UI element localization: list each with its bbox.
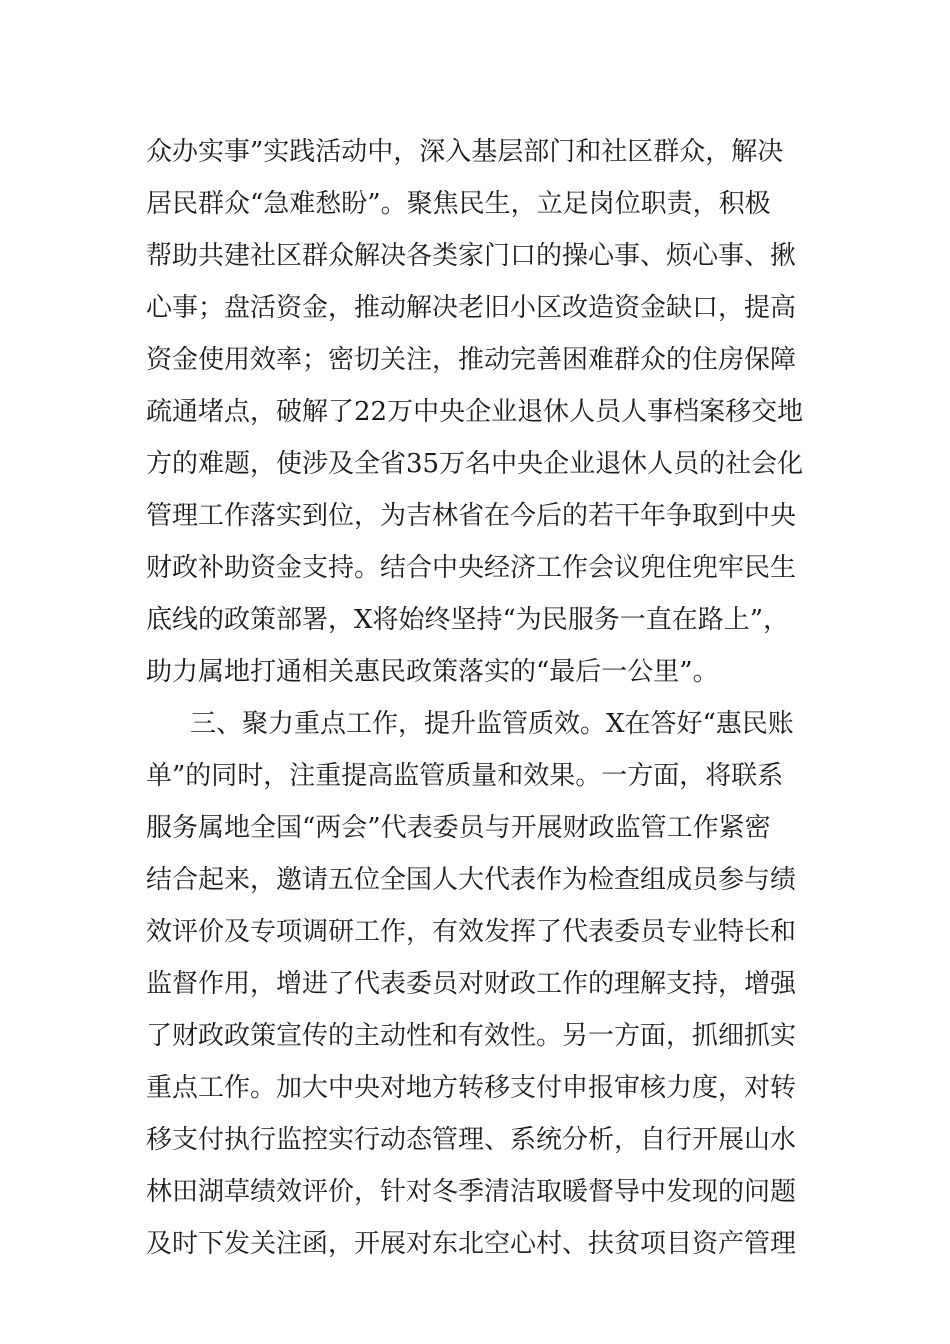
text-line: 及时下发关注函，开展对东北空心村、扶贫项目资产管理 — [146, 1229, 797, 1259]
text-line: 心事；盘活资金，推动解决老旧小区改造资金缺口，提高 — [146, 293, 797, 323]
text-line: 监督作用，增进了代表委员对财政工作的理解支持，增强 — [146, 969, 797, 999]
text-line: 管理工作落实到位，为吉林省在今后的若干年争取到中央 — [146, 501, 797, 531]
text-line: 疏通堵点，破解了22万中央企业退休人员人事档案移交地 — [146, 397, 804, 427]
text-line: 助力属地打通相关惠民政策落实的“最后一公里”。 — [146, 657, 719, 687]
document-body — [146, 126, 816, 1270]
text-line: 方的难题，使涉及全省35万名中央企业退休人员的社会化 — [146, 449, 804, 479]
text-line: 财政补助资金支持。结合中央经济工作会议兜住兜牢民生 — [146, 553, 797, 583]
text-line: 资金使用效率；密切关注，推动完善困难群众的住房保障 — [146, 345, 797, 375]
section-heading-line: 三、聚力重点工作，提升监管质效。X在答好“惠民账 — [190, 709, 794, 739]
text-line: 众办实事”实践活动中，深入基层部门和社区群众，解决 — [146, 137, 784, 167]
text-line: 服务属地全国“两会”代表委员与开展财政监管工作紧密 — [146, 813, 771, 843]
text-line: 结合起来，邀请五位全国人大代表作为检查组成员参与绩 — [146, 865, 797, 895]
text-line: 帮助共建社区群众解决各类家门口的操心事、烦心事、揪 — [146, 241, 797, 271]
text-line: 了财政政策宣传的主动性和有效性。另一方面，抓细抓实 — [146, 1021, 797, 1051]
text-line: 底线的政策部署，X将始终坚持“为民服务一直在路上”， — [146, 605, 790, 635]
text-line: 重点工作。加大中央对地方转移支付申报审核力度，对转 — [146, 1073, 797, 1103]
text-line: 移支付执行监控实行动态管理、系统分析，自行开展山水 — [146, 1125, 797, 1155]
text-line: 林田湖草绩效评价，针对冬季清洁取暖督导中发现的问题 — [146, 1177, 797, 1207]
text-line: 单”的同时，注重提高监管质量和效果。一方面，将联系 — [146, 761, 784, 791]
text-line: 效评价及专项调研工作，有效发挥了代表委员专业特长和 — [146, 917, 797, 947]
text-line: 居民群众“急难愁盼”。聚焦民生，立足岗位职责，积极 — [146, 189, 771, 219]
